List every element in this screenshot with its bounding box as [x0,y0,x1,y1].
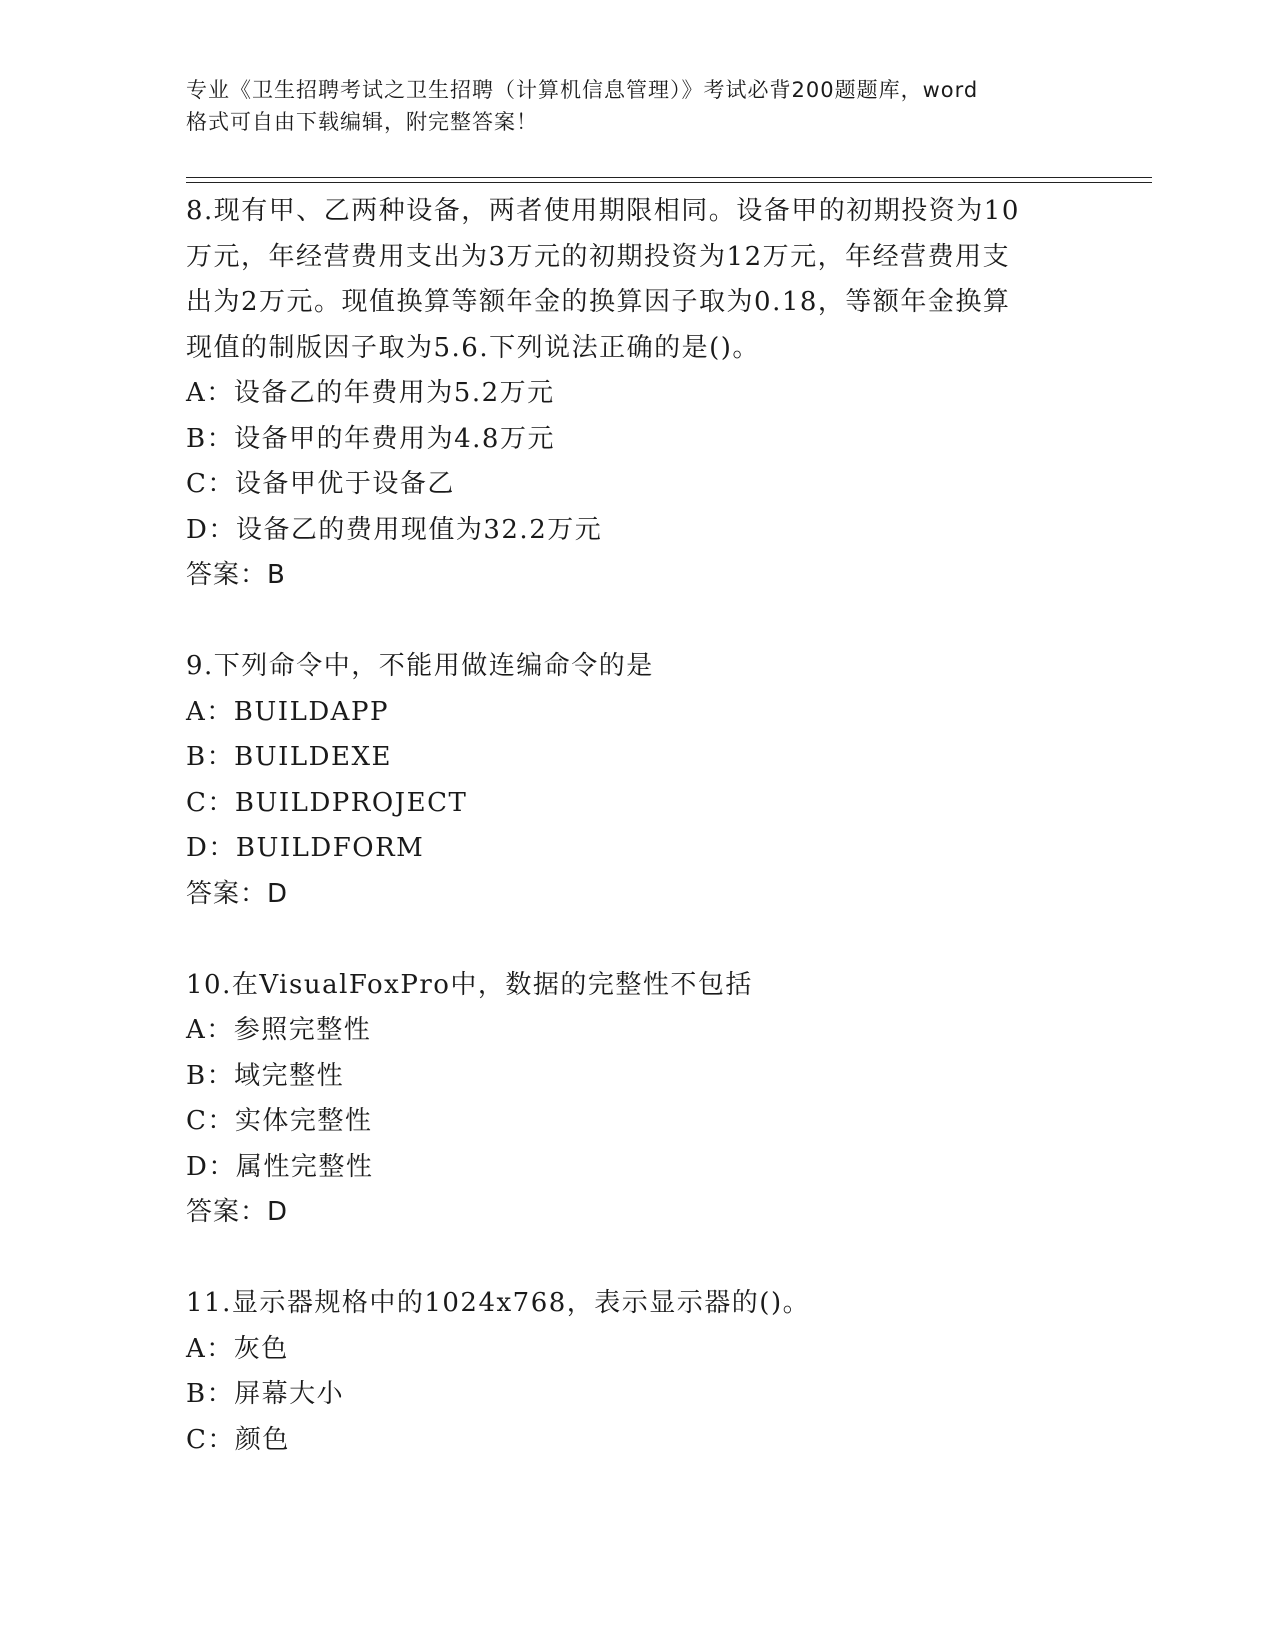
option-b: B：域完整性 [186,1060,345,1091]
answer: 答案：D [186,1197,289,1227]
document-header [186,74,1086,138]
question-8 [186,189,1086,599]
question-list [186,189,1086,1463]
option-a: A：设备乙的年费用为5.2万元 [186,378,555,408]
option-b: B：BUILDEXE [186,742,392,772]
question-10 [186,963,1086,1236]
question-text-line: 出为2万元。现值换算等额年金的换算因子取为0.18，等额年金换算 [186,287,1011,317]
header-divider-top [186,177,1152,178]
header-line-1: 专业《卫生招聘考试之卫生招聘（计算机信息管理）》考试必背200题题库，word [186,78,979,102]
option-d: D：BUILDFORM [186,833,425,863]
question-text-line: 8.现有甲、乙两种设备，两者使用期限相同。设备甲的初期投资为10 [186,196,1020,226]
option-c: C：BUILDPROJECT [186,787,468,818]
question-text-line: 11.显示器规格中的1024x768，表示显示器的()。 [186,1288,811,1318]
option-a: A：参照完整性 [186,1015,372,1045]
option-a: A：BUILDAPP [186,696,389,727]
answer: 答案：B [186,560,286,590]
question-text-line: 现值的制版因子取为5.6.下列说法正确的是()。 [186,332,760,363]
header-line-2: 格式可自由下载编辑，附完整答案！ [186,110,538,134]
option-c: C：实体完整性 [186,1106,373,1136]
option-a: A：灰色 [186,1333,289,1364]
option-d: D：属性完整性 [186,1151,374,1182]
question-text-line: 9.下列命令中，不能用做连编命令的是 [186,651,654,681]
header-divider-bottom [186,182,1152,183]
question-text-line: 万元，年经营费用支出为3万元的初期投资为12万元，年经营费用支 [186,241,1011,272]
question-11 [186,1281,1086,1463]
question-spacer [186,1236,1086,1282]
answer: 答案：D [186,878,289,909]
option-d: D：设备乙的费用现值为32.2万元 [186,514,603,545]
option-c: C：颜色 [186,1424,290,1455]
question-spacer [186,599,1086,645]
question-9 [186,644,1086,917]
question-spacer [186,917,1086,963]
question-text-line: 10.在VisualFoxPro中，数据的完整性不包括 [186,969,753,1000]
option-c: C：设备甲优于设备乙 [186,469,455,499]
option-b: B：屏幕大小 [186,1379,345,1409]
option-b: B：设备甲的年费用为4.8万元 [186,423,555,454]
